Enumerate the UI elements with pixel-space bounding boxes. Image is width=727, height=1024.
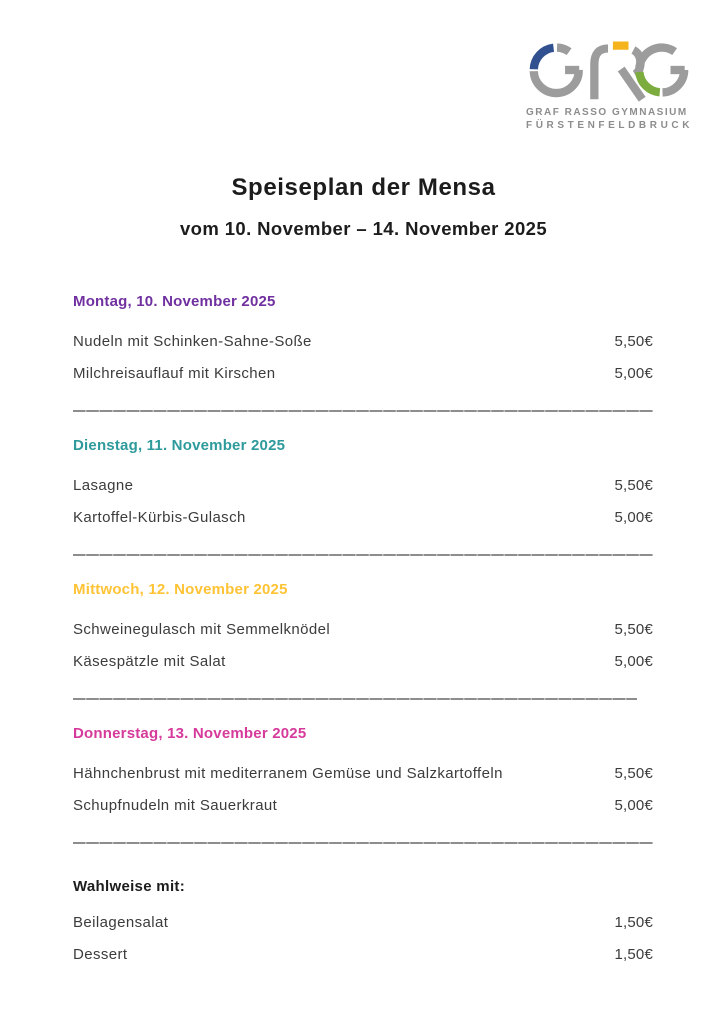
menu-week	[73, 292, 653, 844]
day-items	[73, 764, 653, 816]
section-divider	[73, 554, 653, 556]
menu-item-price: 5,50€	[614, 477, 653, 494]
extras-section	[73, 877, 653, 965]
menu-item-price: 5,00€	[614, 653, 653, 670]
logo-caption	[526, 106, 692, 132]
day-heading: Mittwoch, 12. November 2025	[73, 581, 288, 598]
menu-item-name: Milchreisauflauf mit Kirschen	[73, 365, 276, 382]
menu-item-name: Schweinegulasch mit Semmelknödel	[73, 621, 331, 638]
day-heading: Montag, 10. November 2025	[73, 293, 276, 310]
day-section-mittwoch	[73, 580, 653, 700]
menu-item-row	[73, 364, 653, 384]
menu-item-name: Dessert	[73, 946, 128, 963]
day-items	[73, 332, 653, 384]
day-section-dienstag	[73, 436, 653, 556]
menu-item-price: 5,00€	[614, 509, 653, 526]
section-divider	[73, 410, 653, 412]
menu-item-name: Kartoffel-Kürbis-Gulasch	[73, 509, 246, 526]
menu-item-name: Nudeln mit Schinken-Sahne-Soße	[73, 333, 312, 350]
section-divider	[73, 842, 653, 844]
menu-item-row	[73, 913, 653, 933]
menu-item-price: 5,00€	[614, 365, 653, 382]
menu-item-name: Schupfnudeln mit Sauerkraut	[73, 797, 278, 814]
menu-item-row	[73, 476, 653, 496]
page-title: Speiseplan der Mensa	[231, 174, 496, 201]
logo-blue-accent	[534, 48, 554, 69]
logo-caption-line1: GRAF RASSO GYMNASIUM	[526, 107, 688, 118]
extras-items	[73, 913, 653, 965]
day-heading: Dienstag, 11. November 2025	[73, 437, 286, 454]
menu-item-price: 5,50€	[614, 333, 653, 350]
page-subtitle: vom 10. November – 14. November 2025	[179, 218, 548, 239]
menu-item-row	[73, 332, 653, 352]
menu-item-price: 1,50€	[614, 946, 653, 963]
menu-item-name: Beilagensalat	[73, 914, 169, 931]
menu-item-price: 5,50€	[614, 765, 653, 782]
day-items	[73, 476, 653, 528]
grg-logo	[526, 38, 692, 132]
menu-item-price: 5,00€	[614, 797, 653, 814]
menu-item-row	[73, 945, 653, 965]
day-heading: Donnerstag, 13. November 2025	[73, 725, 307, 742]
menu-item-name: Lasagne	[73, 477, 134, 494]
menu-item-row	[73, 764, 653, 784]
menu-item-row	[73, 652, 653, 672]
day-section-donnerstag	[73, 724, 653, 844]
day-section-montag	[73, 292, 653, 412]
menu-item-row	[73, 620, 653, 640]
menu-item-price: 5,50€	[614, 621, 653, 638]
day-items	[73, 620, 653, 672]
section-divider	[73, 698, 637, 700]
extras-heading: Wahlweise mit:	[73, 878, 185, 895]
logo-caption-line2: FÜRSTENFELDBRUCK	[526, 120, 694, 131]
grg-logo-mark	[526, 38, 692, 102]
menu-item-price: 1,50€	[614, 914, 653, 931]
menu-item-name: Hähnchenbrust mit mediterranem Gemüse und Salzkartoffeln	[73, 765, 503, 782]
menu-content	[73, 292, 653, 965]
menu-item-row	[73, 508, 653, 528]
logo-green-accent	[639, 72, 659, 92]
menu-item-name: Käsespätzle mit Salat	[73, 653, 226, 670]
menu-item-row	[73, 796, 653, 816]
